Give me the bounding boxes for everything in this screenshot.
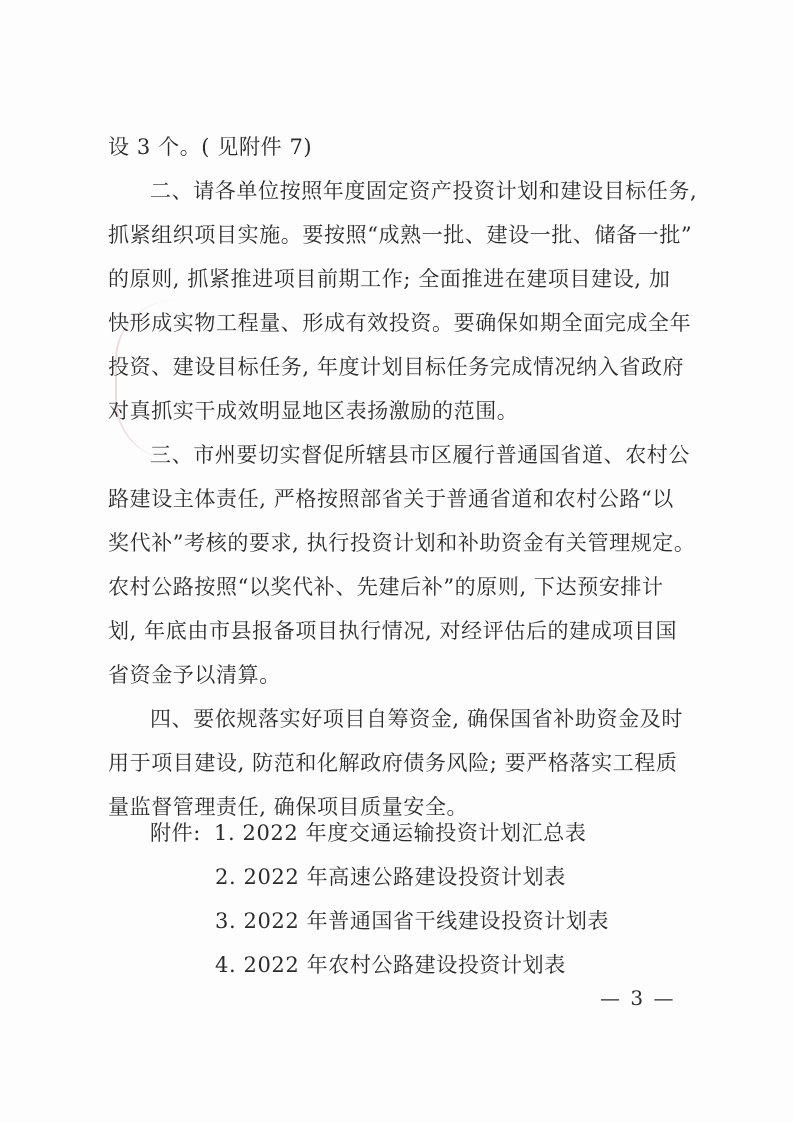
attachments-label: 附件: bbox=[150, 821, 201, 845]
body-line-7: 对真抓实干成效明显地区表扬激励的范围。 bbox=[108, 399, 519, 423]
body-line-3: 抓紧组织项目实施。要按照“成熟一批、建设一批、储备一批” bbox=[108, 223, 693, 247]
body-line-10: 奖代补”考核的要求, 执行投资计划和补助资金有关管理规定。 bbox=[108, 531, 696, 555]
body-line-14: 四、要依规落实好项目自筹资金, 确保国省补助资金及时 bbox=[150, 707, 683, 731]
body-line-8: 三、市州要切实督促所辖县市区履行普通国省道、农村公 bbox=[150, 443, 690, 467]
page-number: — 3 — bbox=[600, 986, 676, 1010]
body-line-9: 路建设主体责任, 严格按照部省关于普通省道和农村公路“以 bbox=[108, 487, 674, 511]
body-line-16: 量监督管理责任, 确保项目质量安全。 bbox=[108, 795, 469, 819]
attachment-item-1: 1. 2022 年度交通运输投资计划汇总表 bbox=[214, 821, 587, 845]
body-line-1: 设 3 个。( 见附件 7) bbox=[108, 135, 313, 159]
attachment-item-2: 2. 2022 年高速公路建设投资计划表 bbox=[215, 865, 566, 889]
attachment-item-4: 4. 2022 年农村公路建设投资计划表 bbox=[215, 953, 566, 977]
body-line-4: 的原则, 抓紧推进项目前期工作; 全面推进在建项目建设, 加 bbox=[108, 267, 671, 291]
body-line-13: 省资金予以清算。 bbox=[108, 663, 281, 687]
body-line-5: 快形成实物工程量、形成有效投资。要确保如期全面完成全年 bbox=[108, 311, 692, 335]
body-line-12: 划, 年底由市县报备项目执行情况, 对经评估后的建成项目国 bbox=[108, 619, 678, 643]
body-line-2: 二、请各单位按照年度固定资产投资计划和建设目标任务, bbox=[150, 179, 698, 203]
body-line-6: 投资、建设目标任务, 年度计划目标任务完成情况纳入省政府 bbox=[108, 355, 685, 379]
body-line-11: 农村公路按照“以奖代补、先建后补”的原则, 下达预安排计 bbox=[108, 575, 664, 599]
body-line-15: 用于项目建设, 防范和化解政府债务风险; 要严格落实工程质 bbox=[108, 751, 678, 775]
attachment-item-3: 3. 2022 年普通国省干线建设投资计划表 bbox=[215, 909, 610, 933]
